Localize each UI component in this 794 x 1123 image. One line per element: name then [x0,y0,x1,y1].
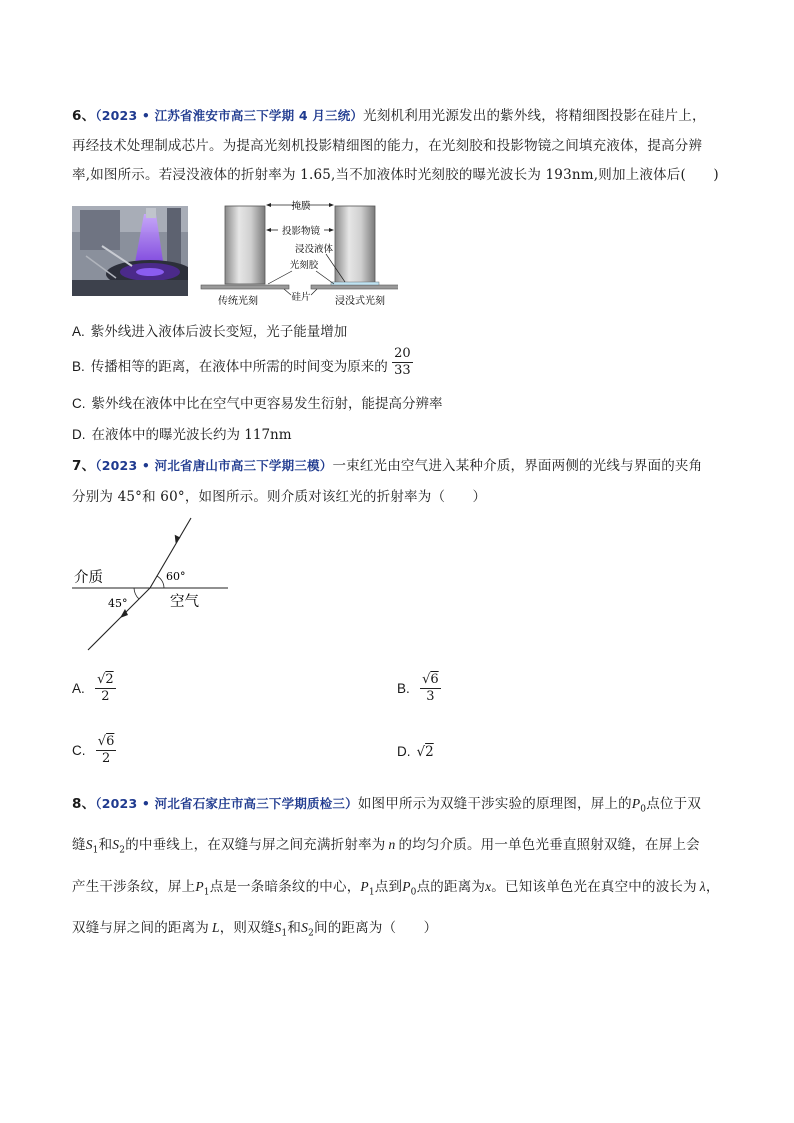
label-liquid: 浸没液体 [294,244,334,255]
q6-line-3: 率,如图所示。若浸没液体的折射率为 1.65,当不加液体时光刻胶的曝光波长为 193nm,则加上液体后( ) [72,167,719,183]
refraction-diagram [70,516,240,656]
q8-line-4: 双缝与屏之间的距离为 L，则双缝$S_1$和$S_2$间的距离为（ ） [72,920,438,939]
q7-option-a[interactable]: A. $\frac{√2}{2}$ [72,672,114,704]
q6-source: （2023 • 江苏省淮安市高三下学期 4 月三统） [95,108,364,123]
q7-option-d-radicand: 2 [425,744,434,760]
immersion-lens-shape [335,206,375,284]
q7-option-a-fraction: $\frac{√2}{2}$ [97,672,114,704]
label-traditional: 传统光刻 [218,296,258,307]
traditional-lens-shape [225,206,265,284]
q8-source: （2023 • 河北省石家庄市高三下学期质检三） [95,796,358,811]
q6-line-2: 再经技术处理制成芯片。为提高光刻机投影精细图的能力，在光刻胶和投影物镜之间填充液体，提高分辨 [72,138,703,154]
q7-text-1: 一束红光由空气进入某种介质，界面两侧的光线与界面的夹角 [332,458,703,474]
label-lens: 投影物镜 [281,226,321,237]
q7-option-b-fraction: $\frac{√6}{3}$ [422,672,439,704]
lithography-diagram [198,196,398,308]
label-wafer: 硅片 [291,292,311,303]
q8-line-3: 产生干涉条纹，屏上$P_1$点是一条暗条纹的中心，$P_1$点到$P_0$点的距离为x。已知该单色光在真空中的波长为 λ， [72,879,720,898]
label-angle-60: 60° [166,570,186,583]
q6-option-d[interactable]: D. 在液体中的曝光波长约为 117nm [72,427,292,443]
label-air: 空气 [170,594,199,610]
lithography-photo [72,206,188,296]
q7-line-1 [72,456,702,476]
q7-option-c-fraction: $\frac{√6}{2}$ [97,734,115,766]
immersion-liquid-shape [331,282,379,285]
label-resist: 光刻胶 [289,260,319,271]
q6-option-a[interactable]: A. 紫外线进入液体后波长变短，光子能量增加 [72,324,348,340]
q7-option-b[interactable]: B. $\frac{√6}{3}$ [397,672,439,704]
q6-option-c[interactable]: C. 紫外线在液体中比在空气中更容易发生衍射，能提高分辨率 [72,396,443,412]
q6-text-1: 光刻机利用光源发出的紫外线，将精细图投影在硅片上， [363,108,706,124]
q8-line-2: 缝$S_1$和$S_2$的中垂线上，在双缝与屏之间充满折射率为 n 的均匀介质。用一单色光垂直照射双缝，在屏上会 [72,837,700,856]
q6-option-b-fraction: $\frac{20}{33}$ [394,346,411,378]
q6-option-b[interactable]: B. 传播相等的距离，在液体中所需的时间变为原来的 $\frac{20}{33}$ [72,346,411,378]
q7-number: 7、 [72,458,96,474]
label-angle-45: 45° [108,597,128,610]
q7-option-c[interactable]: C. $\frac{√6}{2}$ [72,734,115,766]
q6-number: 6、 [72,108,96,124]
q8-line-1: 8、（2023 • 河北省石家庄市高三下学期质检三）如图甲所示为双缝干涉实验的原理图，屏上的$P_0$点位于双 [72,796,702,815]
label-immersion: 浸没式光刻 [335,296,385,307]
q6-line-1 [72,106,706,126]
immersion-wafer-shape [311,285,398,289]
q7-option-d[interactable]: D. √2 [397,744,434,760]
label-medium: 介质 [74,570,103,586]
q7-source: （2023 • 河北省唐山市高三下学期三模） [95,458,333,473]
traditional-wafer-shape [201,285,289,289]
q8-number: 8、 [72,796,96,812]
q7-line-2: 分别为 45°和 60°，如图所示。则介质对该红光的折射率为（ ） [72,489,487,505]
label-mask: 掩膜 [291,201,311,212]
